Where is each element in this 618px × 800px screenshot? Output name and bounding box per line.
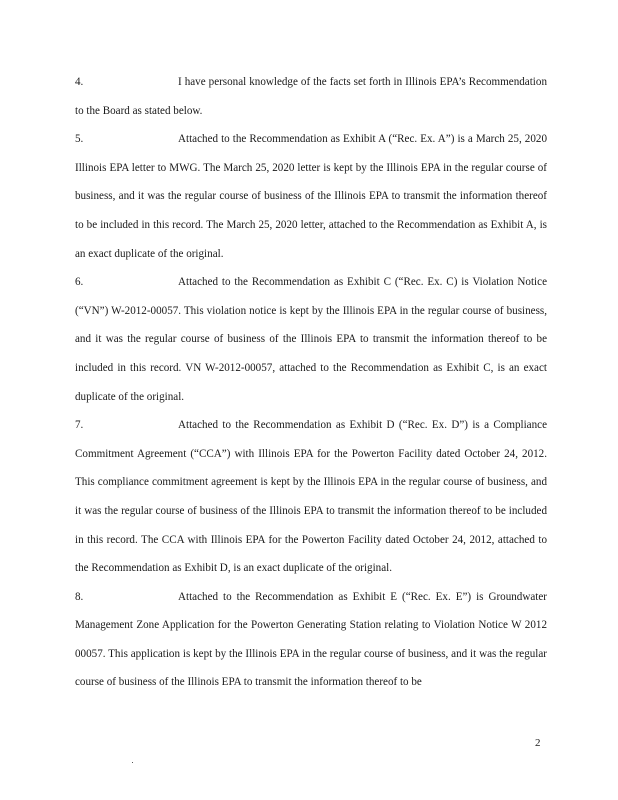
page-number: 2 (535, 737, 541, 749)
paragraph-number: 8. (75, 590, 84, 603)
paragraph-number: 7. (75, 419, 84, 432)
paragraph-4 (75, 68, 547, 125)
scan-speck (132, 762, 133, 763)
document-body (75, 68, 547, 697)
paragraph-7 (75, 411, 547, 583)
paragraph-text: I have personal knowledge of the facts set forth in Illinois EPA’s Recommendation to the Board as stated below. (75, 76, 547, 117)
paragraph-text: Attached to the Recommendation as Exhibit E (“Rec. Ex. E”) is Groundwater Management Zone Application for the Powerton Generating Station relating to Violation Notice W 2012 00057. This application is kept by the Illinois EPA in the regular course of business, and it was the regular course of business of the Illinois EPA to transmit the information thereof to be (75, 590, 547, 689)
paragraph-6 (75, 268, 547, 411)
paragraph-text: Attached to the Recommendation as Exhibit D (“Rec. Ex. D”) is a Compliance Commitment Agreement (“CCA”) with Illinois EPA for the Powerton Facility dated October 24, 2012. This compliance commitment agreement is kept by the Illinois EPA in the regular course of business, and it was the regular course of business of the Illinois EPA to transmit the information thereof to be included in this record. The CCA with Illinois EPA for the Powerton Facility dated October 24, 2012, attached to the Recommendation as Exhibit D, is an exact duplicate of the original. (75, 419, 547, 575)
paragraph-number: 6. (75, 276, 84, 289)
paragraph-number: 4. (75, 76, 84, 88)
paragraph-number: 5. (75, 133, 84, 146)
paragraph-5 (75, 125, 547, 268)
paragraph-8 (75, 583, 547, 697)
paragraph-text: Attached to the Recommendation as Exhibit C (“Rec. Ex. C) is Violation Notice (“VN”) W-2012-00057. This violation notice is kept by the Illinois EPA in the regular course of business, and it was the regular course of business of the Illinois EPA to transmit the information thereof to be included in this record. VN W-2012-00057, attached to the Recommendation as Exhibit C, is an exact duplicate of the original. (75, 276, 547, 403)
paragraph-text: Attached to the Recommendation as Exhibit A (“Rec. Ex. A”) is a March 25, 2020 Illinois EPA letter to MWG. The March 25, 2020 letter is kept by the Illinois EPA in the regular course of business, and it was the regular course of business of the Illinois EPA to transmit the information thereof to be included in this record. The March 25, 2020 letter, attached to the Recommendation as Exhibit A, is an exact duplicate of the original. (75, 133, 547, 260)
